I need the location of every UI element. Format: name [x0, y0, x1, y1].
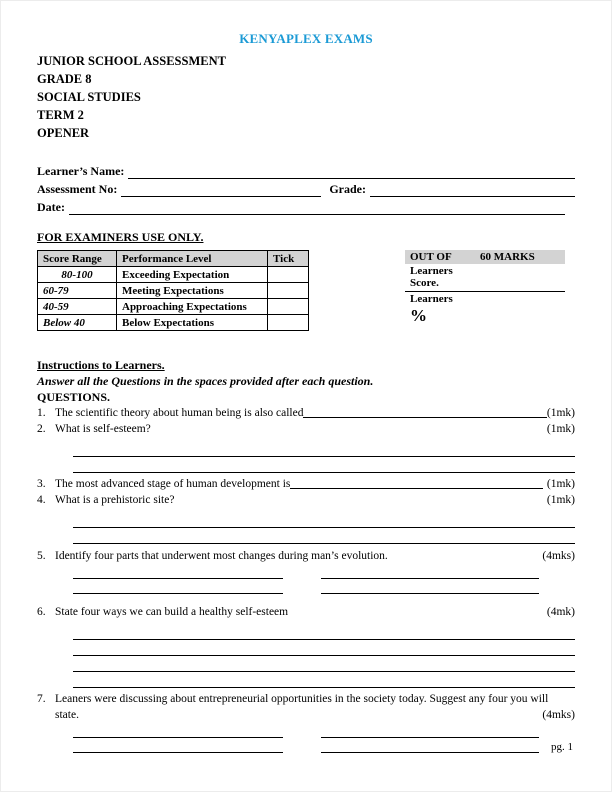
marks-box [405, 250, 565, 331]
learner-name-row [37, 161, 575, 179]
question-3 [37, 476, 575, 492]
performance-level-cell: Exceeding Expectation [117, 267, 268, 283]
examiners-heading: FOR EXAMINERS USE ONLY. [37, 230, 204, 244]
performance-level-cell: Approaching Expectations [117, 299, 268, 315]
header-line-exam-type: OPENER [37, 126, 90, 140]
inline-answer-blank [303, 405, 546, 418]
question-text: Identify four parts that underwent most changes during man’s evolution. [55, 550, 388, 562]
question-marks: (1mk) [546, 478, 575, 490]
learner-name-blank [128, 165, 575, 179]
score-range-cell: 40-59 [38, 299, 117, 315]
answer-line [321, 564, 539, 579]
answer-line [321, 738, 539, 753]
answer-line [73, 656, 575, 672]
answer-line [73, 640, 575, 656]
question-number: 2. [37, 423, 46, 435]
header-line-subject: SOCIAL STUDIES [37, 90, 141, 104]
answer-line [73, 528, 575, 544]
question-text: What is a prehistoric site? [55, 494, 175, 506]
date-row [37, 197, 575, 215]
question-marks: (1mk) [546, 407, 575, 419]
spacer [151, 421, 547, 437]
answer-columns-q7 [73, 738, 575, 753]
answer-line [73, 723, 283, 738]
questions-heading: QUESTIONS. [37, 390, 111, 404]
learners-percent-label: Learners [410, 293, 453, 305]
learners-score-label-line1: Learners [410, 265, 453, 277]
page-number: pg. 1 [551, 741, 573, 753]
question-1 [37, 405, 575, 421]
score-table [37, 250, 309, 331]
header-line-grade: GRADE 8 [37, 72, 92, 86]
marks-box-header [405, 250, 565, 264]
score-range-cell: Below 40 [38, 315, 117, 331]
table-row [38, 283, 309, 299]
answer-line [73, 738, 283, 753]
question-2 [37, 421, 575, 437]
spacer [174, 492, 546, 508]
learner-name-label: Learner’s Name: [37, 164, 125, 178]
score-range-header: Score Range [38, 251, 117, 267]
spacer [288, 604, 547, 620]
answer-line [321, 579, 539, 594]
answer-line [73, 564, 283, 579]
table-row [38, 299, 309, 315]
tick-cell [268, 315, 309, 331]
grade-label: Grade: [329, 182, 366, 196]
question-4 [37, 492, 575, 508]
performance-level-cell: Meeting Expectations [117, 283, 268, 299]
question-7 [37, 691, 575, 723]
question-marks: (1mk) [546, 423, 575, 435]
question-6 [37, 604, 575, 620]
assessment-no-blank [121, 183, 321, 197]
question-marks: (4mk) [546, 606, 575, 618]
question-number: 4. [37, 494, 46, 506]
answer-line [73, 457, 575, 473]
examiners-area [37, 250, 575, 331]
learners-score-label-line2: Score. [405, 277, 565, 292]
table-row [38, 315, 309, 331]
question-text: The most advanced stage of human development is [55, 478, 291, 490]
percent-symbol: % [410, 306, 427, 325]
answer-lines-q2 [37, 441, 575, 473]
inline-answer-blank [290, 476, 543, 489]
score-table-header-row [38, 251, 309, 267]
header-line-term: TERM 2 [37, 108, 84, 122]
question-marks: (4mks) [542, 709, 575, 721]
exam-provider-title: KENYAPLEX EXAMS [239, 31, 373, 46]
answer-lines-q6 [37, 624, 575, 688]
question-5 [37, 548, 575, 564]
instructions-note: Answer all the Questions in the spaces provided after each question. [37, 374, 374, 388]
date-label: Date: [37, 200, 65, 214]
answer-columns-q5 [73, 564, 575, 579]
question-text: What is self-esteem? [55, 423, 151, 435]
tick-header: Tick [268, 251, 309, 267]
grade-blank [370, 183, 575, 197]
question-number: 3. [37, 478, 46, 490]
assessment-grade-row [37, 179, 575, 197]
score-range-cell: 60-79 [38, 283, 117, 299]
answer-line [73, 579, 283, 594]
question-text: State four ways we can build a healthy self-esteem [55, 606, 289, 618]
question-marks: (1mk) [546, 494, 575, 506]
answer-line [73, 512, 575, 528]
tick-cell [268, 267, 309, 283]
score-range-cell: 80-100 [38, 267, 117, 283]
exam-header [37, 52, 575, 142]
answer-columns-q7 [73, 723, 575, 738]
tick-cell [268, 283, 309, 299]
tick-cell [268, 299, 309, 315]
answer-line [73, 624, 575, 640]
answer-line [321, 723, 539, 738]
question-text: Leaners were discussing about entrepreneurial opportunities in the society today. Suggest any four you will state. [55, 693, 549, 721]
performance-level-header: Performance Level [117, 251, 268, 267]
assessment-no-label: Assessment No: [37, 182, 118, 196]
table-row [38, 267, 309, 283]
answer-line [73, 441, 575, 457]
answer-line [73, 672, 575, 688]
question-number: 7. [37, 693, 46, 705]
question-text: The scientific theory about human being is also called [55, 407, 304, 419]
answer-lines-q4 [37, 512, 575, 544]
date-blank [69, 201, 565, 215]
learner-fields [37, 161, 575, 215]
question-text-wrap [55, 691, 575, 723]
performance-level-cell: Below Expectations [117, 315, 268, 331]
answer-columns-q5 [73, 579, 575, 594]
instructions-heading: Instructions to Learners. [37, 358, 165, 372]
question-number: 1. [37, 407, 46, 419]
question-number: 5. [37, 550, 46, 562]
header-line-assessment: JUNIOR SCHOOL ASSESSMENT [37, 54, 226, 68]
out-of-label: OUT OF [410, 251, 452, 263]
total-marks-label: 60 MARKS [480, 251, 535, 263]
question-number: 6. [37, 606, 46, 618]
spacer [388, 548, 543, 564]
question-marks: (4mks) [542, 550, 575, 562]
